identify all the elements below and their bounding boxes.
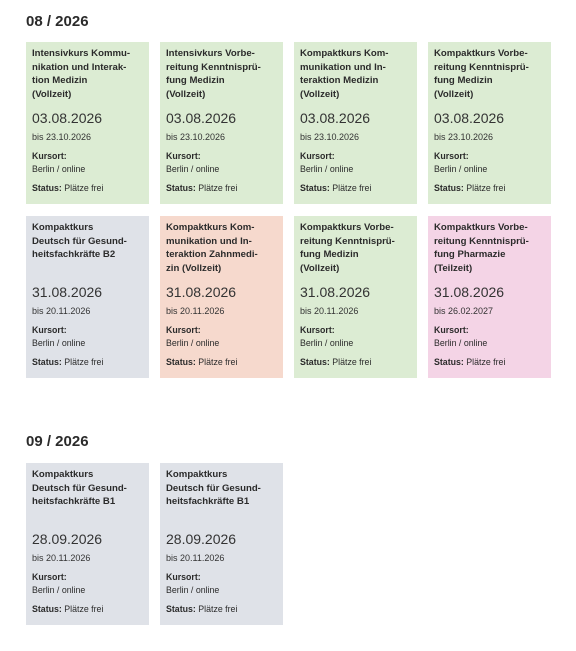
status-line xyxy=(160,175,283,204)
status-line xyxy=(26,349,149,378)
location-label: Kursort: xyxy=(434,325,469,335)
location-label: Kursort: xyxy=(166,325,201,335)
course-start-date: 03.08.2026 xyxy=(32,110,103,126)
course-title-line: Kompaktkurs Kom- xyxy=(300,48,389,59)
course-title-line: fung Medizin xyxy=(300,249,359,261)
location-value: Berlin / online xyxy=(300,338,354,348)
status-value: Plätze frei xyxy=(64,357,104,367)
course-end-date: bis 23.10.2026 xyxy=(32,132,92,142)
course-card[interactable] xyxy=(160,216,283,378)
status-label: Status: xyxy=(32,604,62,614)
location-label: Kursort: xyxy=(300,325,335,335)
location-value: Berlin / online xyxy=(434,338,488,348)
course-title-line: Intensivkurs Kommu- xyxy=(32,48,131,59)
course-title-line: nikation und Interak- xyxy=(32,61,127,73)
course-title-line: fung Medizin xyxy=(166,75,225,87)
status-line xyxy=(160,349,283,378)
course-title-line: heitsfachkräfte B1 xyxy=(166,496,250,508)
course-end-date: bis 26.02.2027 xyxy=(434,306,494,316)
course-card[interactable] xyxy=(160,42,283,204)
status-line xyxy=(26,175,149,204)
course-title-line: (Vollzeit) xyxy=(300,88,340,100)
location-value: Berlin / online xyxy=(300,164,354,174)
course-end-date: bis 23.10.2026 xyxy=(434,132,494,142)
status-value: Plätze frei xyxy=(198,604,238,614)
course-end-date: bis 20.11.2026 xyxy=(300,306,359,316)
course-title-line: Deutsch für Gesund- xyxy=(166,482,261,494)
course-card[interactable] xyxy=(428,42,551,204)
status-value: Plätze frei xyxy=(466,357,506,367)
status-value: Plätze frei xyxy=(198,357,238,367)
course-title-line: munikation und In- xyxy=(300,61,386,73)
course-card[interactable] xyxy=(26,42,149,204)
course-card[interactable] xyxy=(294,216,417,378)
course-start-date: 03.08.2026 xyxy=(300,110,371,126)
status-value: Plätze frei xyxy=(198,183,238,193)
course-card[interactable] xyxy=(160,463,283,625)
course-title-line: munikation und In- xyxy=(166,235,252,247)
course-title[interactable] xyxy=(160,216,283,282)
course-title-line: Kompaktkurs xyxy=(32,222,94,233)
status-label: Status: xyxy=(300,357,330,367)
status-value: Plätze frei xyxy=(332,357,372,367)
course-title-line: reitung Kenntnisprü- xyxy=(300,235,395,247)
location-label: Kursort: xyxy=(434,151,469,161)
month-section-09-2026 xyxy=(26,433,89,450)
status-line xyxy=(160,596,283,625)
course-title-line: Kompaktkurs Vorbe- xyxy=(434,48,528,59)
course-title-line: teraktion Zahnmedi- xyxy=(166,249,258,261)
course-card[interactable] xyxy=(294,42,417,204)
status-label: Status: xyxy=(166,357,196,367)
course-title-line: Kompaktkurs Vorbe- xyxy=(300,222,394,233)
month-heading: 09 / 2026 xyxy=(26,433,89,450)
course-start-date: 31.08.2026 xyxy=(300,284,371,300)
course-title-line: reitung Kenntnisprü- xyxy=(166,61,261,73)
course-end-date: bis 20.11.2026 xyxy=(32,306,91,316)
course-end-date: bis 20.11.2026 xyxy=(166,553,225,563)
course-title-line: Intensivkurs Vorbe- xyxy=(166,48,255,59)
course-title-line: fung Medizin xyxy=(434,75,493,87)
course-start-date: 31.08.2026 xyxy=(32,284,103,300)
course-start-date: 28.09.2026 xyxy=(166,531,237,547)
course-start-date: 31.08.2026 xyxy=(434,284,505,300)
status-value: Plätze frei xyxy=(466,183,506,193)
course-card[interactable] xyxy=(428,216,551,378)
course-title-line: Deutsch für Gesund- xyxy=(32,482,127,494)
location-label: Kursort: xyxy=(32,572,67,582)
course-title-line: Kompaktkurs xyxy=(32,469,94,480)
course-title-line: fung Pharmazie xyxy=(434,249,506,261)
course-title-line: heitsfachkräfte B2 xyxy=(32,249,116,261)
location-value: Berlin / online xyxy=(32,338,86,348)
course-title-line xyxy=(32,509,143,523)
course-title-line: tion Medizin xyxy=(32,75,88,87)
status-label: Status: xyxy=(300,183,330,193)
status-label: Status: xyxy=(166,604,196,614)
status-value: Plätze frei xyxy=(64,604,104,614)
course-title[interactable] xyxy=(160,42,283,108)
status-label: Status: xyxy=(32,183,62,193)
location-value: Berlin / online xyxy=(166,585,220,595)
location-label: Kursort: xyxy=(32,325,67,335)
course-title[interactable] xyxy=(294,42,417,108)
location-label: Kursort: xyxy=(32,151,67,161)
course-title[interactable] xyxy=(26,463,149,529)
course-end-date: bis 20.11.2026 xyxy=(166,306,225,316)
course-title-line: Deutsch für Gesund- xyxy=(32,235,127,247)
course-title[interactable] xyxy=(160,463,283,529)
course-title-line: teraktion Medizin xyxy=(300,75,379,87)
status-label: Status: xyxy=(32,357,62,367)
course-title-line: Kompaktkurs Vorbe- xyxy=(434,222,528,233)
location-label: Kursort: xyxy=(166,151,201,161)
course-start-date: 28.09.2026 xyxy=(32,531,103,547)
course-title[interactable] xyxy=(428,216,551,282)
status-value: Plätze frei xyxy=(332,183,372,193)
status-label: Status: xyxy=(166,183,196,193)
course-start-date: 03.08.2026 xyxy=(434,110,505,126)
location-label: Kursort: xyxy=(300,151,335,161)
course-title-line: (Vollzeit) xyxy=(434,88,474,100)
location-value: Berlin / online xyxy=(434,164,488,174)
status-label: Status: xyxy=(434,357,464,367)
course-card[interactable] xyxy=(26,216,149,378)
course-title-line: reitung Kenntnisprü- xyxy=(434,235,529,247)
course-end-date: bis 20.11.2026 xyxy=(32,553,91,563)
course-grid-08-2026 xyxy=(26,42,551,378)
month-section-08-2026 xyxy=(26,13,89,30)
status-value: Plätze frei xyxy=(64,183,104,193)
course-title[interactable] xyxy=(428,42,551,108)
location-label: Kursort: xyxy=(166,572,201,582)
course-start-date: 31.08.2026 xyxy=(166,284,237,300)
status-line xyxy=(428,175,551,204)
course-title-line: heitsfachkräfte B1 xyxy=(32,496,116,508)
course-title[interactable] xyxy=(294,216,417,282)
course-title-line: (Teilzeit) xyxy=(434,262,473,274)
course-title-line: Kompaktkurs Kom- xyxy=(166,222,255,233)
location-value: Berlin / online xyxy=(32,164,86,174)
location-value: Berlin / online xyxy=(166,164,220,174)
course-grid-09-2026 xyxy=(26,463,551,625)
course-start-date: 03.08.2026 xyxy=(166,110,237,126)
course-title[interactable] xyxy=(26,42,149,108)
location-value: Berlin / online xyxy=(32,585,86,595)
course-end-date: bis 23.10.2026 xyxy=(166,132,226,142)
status-line xyxy=(294,349,417,378)
month-heading: 08 / 2026 xyxy=(26,13,89,30)
course-title-line: Kompaktkurs xyxy=(166,469,228,480)
status-line xyxy=(294,175,417,204)
course-title-line: (Vollzeit) xyxy=(166,88,206,100)
course-card[interactable] xyxy=(26,463,149,625)
course-title-line xyxy=(32,262,143,276)
location-value: Berlin / online xyxy=(166,338,220,348)
course-title-line: zin (Vollzeit) xyxy=(166,262,222,274)
status-line xyxy=(428,349,551,378)
status-line xyxy=(26,596,149,625)
course-end-date: bis 23.10.2026 xyxy=(300,132,360,142)
course-title-line: (Vollzeit) xyxy=(32,88,72,100)
course-title-line: reitung Kenntnisprü- xyxy=(434,61,529,73)
course-title-line xyxy=(166,509,277,523)
course-title[interactable] xyxy=(26,216,149,282)
course-title-line: (Vollzeit) xyxy=(300,262,340,274)
status-label: Status: xyxy=(434,183,464,193)
